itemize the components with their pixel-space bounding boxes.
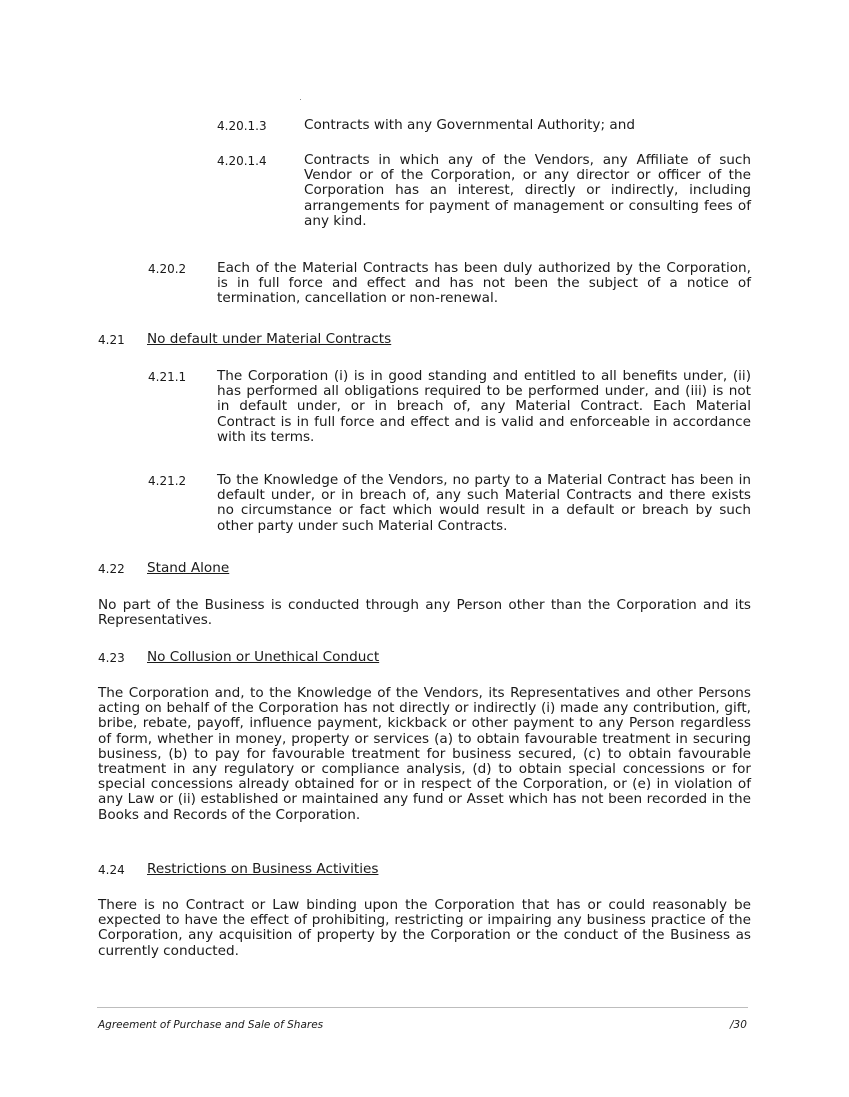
page-number: /30	[730, 1019, 747, 1031]
clause-text-4-21-2: To the Knowledge of the Vendors, no party to a Material Contract has been in default under, or in breach of, any such Material Contracts and there exists no circumstance or fact which would result in a default or breach by such other party under such Material Contracts.	[217, 472, 751, 534]
clause-number-4-21-1: 4.21.1	[148, 370, 187, 384]
section-body-4-23: The Corporation and, to the Knowledge of the Vendors, its Representatives and other Persons acting on behalf of the Corporation has not directly or indirectly (i) made any contribution, gift, bribe, rebate, payoff, influence payment, kickback or other payment to any Person regardless of form, whether in money, property or services (a) to obtain favourable treatment in securing business, (b) to pay for favourable treatment for business secured, (c) to obtain favourable treatment in any regulatory or compliance analysis, (d) to obtain special concessions or for special concessions already obtained for or in respect of the Corporation, or (e) in violation of any Law or (ii) established or maintained any fund or Asset which has not been recorded in the Books and Records of the Corporation.	[98, 685, 751, 823]
section-heading-4-24: Restrictions on Business Activities	[147, 861, 379, 877]
clause-number-4-20-1-3: 4.20.1.3	[217, 119, 267, 133]
stray-mark	[300, 99, 301, 100]
clause-number-4-20-1-4: 4.20.1.4	[217, 154, 267, 168]
clause-text-4-21-1: The Corporation (i) is in good standing and entitled to all benefits under, (ii) has performed all obligations required to be performed under, and (iii) is not in default under, or in breach of, any Material Contract. Each Material Contract is in full force and effect and is valid and enforceable in accordance with its terms.	[217, 368, 751, 445]
section-body-4-22: No part of the Business is conducted through any Person other than the Corporation and its Representatives.	[98, 597, 751, 629]
section-number-4-24: 4.24	[98, 863, 125, 877]
section-body-4-24: There is no Contract or Law binding upon the Corporation that has or could reasonably be expected to have the effect of prohibiting, restricting or impairing any business practice of the Corporation, any acquisition of property by the Corporation or the conduct of the Business as currently conducted.	[98, 897, 751, 959]
clause-number-4-20-2: 4.20.2	[148, 262, 187, 276]
clause-text-4-20-1-3: Contracts with any Governmental Authority; and	[304, 117, 635, 133]
section-heading-4-22: Stand Alone	[147, 560, 230, 576]
section-number-4-23: 4.23	[98, 651, 125, 665]
clause-number-4-21-2: 4.21.2	[148, 474, 187, 488]
footer-title: Agreement of Purchase and Sale of Shares	[98, 1019, 324, 1031]
footer-divider	[97, 1007, 748, 1008]
clause-text-4-20-2: Each of the Material Contracts has been duly authorized by the Corporation, is in full force and effect and has not been the subject of a notice of termination, cancellation or non-renewal.	[217, 260, 751, 307]
section-number-4-22: 4.22	[98, 562, 125, 576]
section-heading-4-23: No Collusion or Unethical Conduct	[147, 649, 380, 665]
section-heading-4-21: No default under Material Contracts	[147, 331, 392, 347]
clause-text-4-20-1-4: Contracts in which any of the Vendors, any Affiliate of such Vendor or of the Corporation, or any director or officer of the Corporation has an interest, directly or indirectly, including arrangements for payment of management or consulting fees of any kind.	[304, 152, 751, 229]
section-number-4-21: 4.21	[98, 333, 125, 347]
